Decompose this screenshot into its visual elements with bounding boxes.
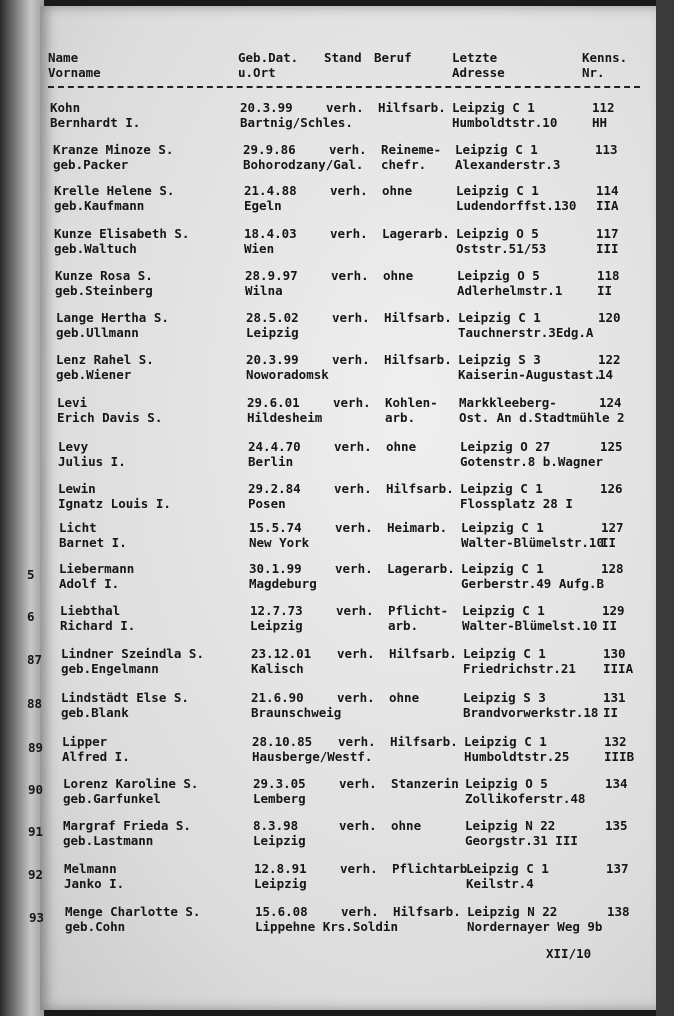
record-row — [0, 690, 674, 726]
last-address: Leipzig C 1 Flossplatz 28 I — [460, 481, 573, 511]
marital-status: verh. — [339, 776, 377, 791]
id-number: 113 — [595, 142, 618, 157]
person-name: Kohn Bernhardt I. — [50, 100, 141, 130]
id-number: 131 II — [603, 690, 626, 720]
marital-status: verh. — [329, 142, 367, 157]
person-name: Lindstädt Else S. geb.Blank — [61, 690, 189, 720]
occupation: Hilfsarb. — [389, 646, 457, 661]
id-number: 129 II — [602, 603, 625, 633]
person-name: Krelle Helene S. geb.Kaufmann — [54, 183, 175, 213]
header-geb: Geb.Dat. u.Ort — [238, 50, 299, 80]
marital-status: verh. — [336, 603, 374, 618]
person-name: Kranze Minoze S. geb.Packer — [53, 142, 174, 172]
occupation: Lagerarb. — [387, 561, 455, 576]
occupation: Hilfsarb. — [386, 481, 454, 496]
occupation: ohne — [382, 183, 413, 198]
occupation: Heimarb. — [387, 520, 448, 535]
last-address: Leipzig S 3 Kaiserin-Augustast. — [458, 352, 601, 382]
birth-date-place: 23.12.01 Kalisch — [251, 646, 312, 676]
occupation: Reineme- chefr. — [381, 142, 442, 172]
person-name: Kunze Elisabeth S. geb.Waltuch — [54, 226, 190, 256]
id-number: 124 — [599, 395, 622, 410]
person-name: Melmann Janko I. — [64, 861, 125, 891]
occupation: ohne — [386, 439, 417, 454]
row-number: 88 — [27, 696, 43, 711]
record-row — [0, 646, 674, 682]
last-address: Leipzig O 5 Adlerhelmstr.1 — [457, 268, 563, 298]
person-name: Licht Barnet I. — [59, 520, 127, 550]
record-row — [0, 481, 674, 517]
person-name: Lipper Alfred I. — [62, 734, 130, 764]
id-number: 126 — [600, 481, 623, 496]
marital-status: verh. — [332, 310, 370, 325]
last-address: Leipzig O 5 Oststr.51/53 — [456, 226, 547, 256]
marital-status: verh. — [341, 904, 379, 919]
marital-status: verh. — [332, 352, 370, 367]
record-row — [0, 734, 674, 770]
record-row — [0, 520, 674, 556]
id-number: 130 IIIA — [603, 646, 634, 676]
birth-date-place: 30.1.99 Magdeburg — [249, 561, 317, 591]
row-number: 6 — [27, 609, 35, 624]
birth-date-place: 29.2.84 Posen — [248, 481, 301, 511]
birth-date-place: 12.8.91 Leipzig — [254, 861, 307, 891]
marital-status: verh. — [330, 183, 368, 198]
record-row — [0, 904, 674, 940]
marital-status: verh. — [339, 818, 377, 833]
marital-status: verh. — [335, 561, 373, 576]
birth-date-place: 29.9.86 Bohorodzany/Gal. — [243, 142, 364, 172]
occupation: Hilfsarb. — [393, 904, 461, 919]
birth-date-place: 29.6.01 Hildesheim — [247, 395, 323, 425]
header-kennnr: Kenns. Nr. — [582, 50, 628, 80]
last-address: Leipzig C 1 Tauchnerstr.3Edg.A — [458, 310, 594, 340]
marital-status: verh. — [330, 226, 368, 241]
occupation: Hilfsarb. — [390, 734, 458, 749]
last-address: Leipzig C 1 Friedrichstr.21 — [463, 646, 576, 676]
birth-date-place: 15.6.08 Lippehne Krs.Soldin — [255, 904, 398, 934]
record-row — [0, 226, 674, 262]
marital-status: verh. — [334, 481, 372, 496]
occupation: ohne — [391, 818, 422, 833]
person-name: Lewin Ignatz Louis I. — [58, 481, 171, 511]
last-address: Leipzig C 1 Humboldtstr.10 — [452, 100, 558, 130]
id-number: 125 — [600, 439, 623, 454]
id-number: 138 — [607, 904, 630, 919]
last-address: Leipzig C 1 Walter-Blümelstr.10 — [461, 520, 604, 550]
last-address: Leipzig O 27 Gotenstr.8 b.Wagner — [460, 439, 603, 469]
last-address: Leipzig N 22 Georgstr.31 III — [465, 818, 578, 848]
person-name: Lenz Rahel S. geb.Wiener — [56, 352, 154, 382]
record-row — [0, 818, 674, 854]
id-number: 132 IIIB — [604, 734, 635, 764]
birth-date-place: 21.6.90 Braunschweig — [251, 690, 342, 720]
occupation: Lagerarb. — [382, 226, 450, 241]
birth-date-place: 18.4.03 Wien — [244, 226, 297, 256]
header-name: Name Vorname — [48, 50, 101, 80]
last-address: Leipzig C 1 Keilstr.4 — [466, 861, 549, 891]
header-stand: Stand — [324, 50, 362, 65]
row-number: 90 — [28, 782, 44, 797]
record-row — [0, 776, 674, 812]
marital-status: verh. — [337, 646, 375, 661]
marital-status: verh. — [334, 439, 372, 454]
header-beruf: Beruf — [374, 50, 412, 65]
person-name: Lange Hertha S. geb.Ullmann — [56, 310, 169, 340]
last-address: Leipzig C 1 Alexanderstr.3 — [455, 142, 561, 172]
id-number: 118 II — [597, 268, 620, 298]
id-number: 112 HH — [592, 100, 615, 130]
last-address: Leipzig C 1 Walter-Blümelst.10 — [462, 603, 598, 633]
occupation: Hilfsarb. — [384, 352, 452, 367]
birth-date-place: 28.5.02 Leipzig — [246, 310, 299, 340]
id-number: 137 — [606, 861, 629, 876]
birth-date-place: 15.5.74 New York — [249, 520, 310, 550]
record-row — [0, 352, 674, 388]
row-number: 89 — [28, 740, 44, 755]
id-number: 135 — [605, 818, 628, 833]
record-row — [0, 439, 674, 475]
marital-status: verh. — [326, 100, 364, 115]
last-address: Leipzig O 5 Zollikoferstr.48 — [465, 776, 586, 806]
record-row — [0, 861, 674, 897]
last-address: Leipzig C 1 Humboldtstr.25 — [464, 734, 570, 764]
last-address: Leipzig C 1 Ludendorffst.130 — [456, 183, 577, 213]
occupation: ohne — [389, 690, 420, 705]
marital-status: verh. — [331, 268, 369, 283]
person-name: Levy Julius I. — [58, 439, 126, 469]
occupation: Stanzerin — [391, 776, 459, 791]
occupation: Hilfsarb. — [378, 100, 446, 115]
row-number: 5 — [27, 567, 35, 582]
occupation: Kohlen- arb. — [385, 395, 438, 425]
person-name: Margraf Frieda S. geb.Lastmann — [63, 818, 191, 848]
id-number: 134 — [605, 776, 628, 791]
last-address: Markkleeberg- Ost. An d.Stadtmühle 2 — [459, 395, 625, 425]
record-row — [0, 603, 674, 639]
last-address: Leipzig S 3 Brandvorwerkstr.18 — [463, 690, 599, 720]
birth-date-place: 28.10.85 Hausberge/Westf. — [252, 734, 373, 764]
birth-date-place: 20.3.99 Noworadomsk — [246, 352, 329, 382]
birth-date-place: 29.3.05 Lemberg — [253, 776, 306, 806]
page-number: XII/10 — [546, 946, 592, 961]
person-name: Lorenz Karoline S. geb.Garfunkel — [63, 776, 199, 806]
birth-date-place: 20.3.99 Bartnig/Schles. — [240, 100, 353, 130]
person-name: Kunze Rosa S. geb.Steinberg — [55, 268, 153, 298]
birth-date-place: 12.7.73 Leipzig — [250, 603, 303, 633]
marital-status: verh. — [337, 690, 375, 705]
row-number: 92 — [28, 867, 44, 882]
occupation: Pflichtarb. — [392, 861, 475, 876]
birth-date-place: 24.4.70 Berlin — [248, 439, 301, 469]
person-name: Liebthal Richard I. — [60, 603, 136, 633]
record-row — [0, 183, 674, 219]
birth-date-place: 21.4.88 Egeln — [244, 183, 297, 213]
record-row — [0, 395, 674, 431]
marital-status: verh. — [335, 520, 373, 535]
record-row — [0, 268, 674, 304]
header-divider — [48, 86, 640, 88]
birth-date-place: 8.3.98 Leipzig — [253, 818, 306, 848]
person-name: Levi Erich Davis S. — [57, 395, 163, 425]
occupation: Hilfsarb. — [384, 310, 452, 325]
person-name: Liebermann Adolf I. — [59, 561, 135, 591]
record-row — [0, 100, 674, 136]
last-address: Leipzig N 22 Nordernayer Weg 9b — [467, 904, 603, 934]
row-number: 87 — [27, 652, 43, 667]
record-row — [0, 310, 674, 346]
row-number: 91 — [28, 824, 44, 839]
id-number: 114 IIA — [596, 183, 619, 213]
record-row — [0, 561, 674, 597]
person-name: Menge Charlotte S. geb.Cohn — [65, 904, 201, 934]
row-number: 93 — [29, 910, 45, 925]
record-row — [0, 142, 674, 178]
last-address: Leipzig C 1 Gerberstr.49 Aufg.B — [461, 561, 604, 591]
id-number: 117 III — [596, 226, 619, 256]
id-number: 128 — [601, 561, 624, 576]
marital-status: verh. — [338, 734, 376, 749]
header-adresse: Letzte Adresse — [452, 50, 505, 80]
birth-date-place: 28.9.97 Wilna — [245, 268, 298, 298]
id-number: 120 — [598, 310, 621, 325]
occupation: Pflicht- arb. — [388, 603, 449, 633]
person-name: Lindner Szeindla S. geb.Engelmann — [61, 646, 204, 676]
id-number: 127 II — [601, 520, 624, 550]
marital-status: verh. — [333, 395, 371, 410]
id-number: 122 14 — [598, 352, 621, 382]
occupation: ohne — [383, 268, 414, 283]
marital-status: verh. — [340, 861, 378, 876]
